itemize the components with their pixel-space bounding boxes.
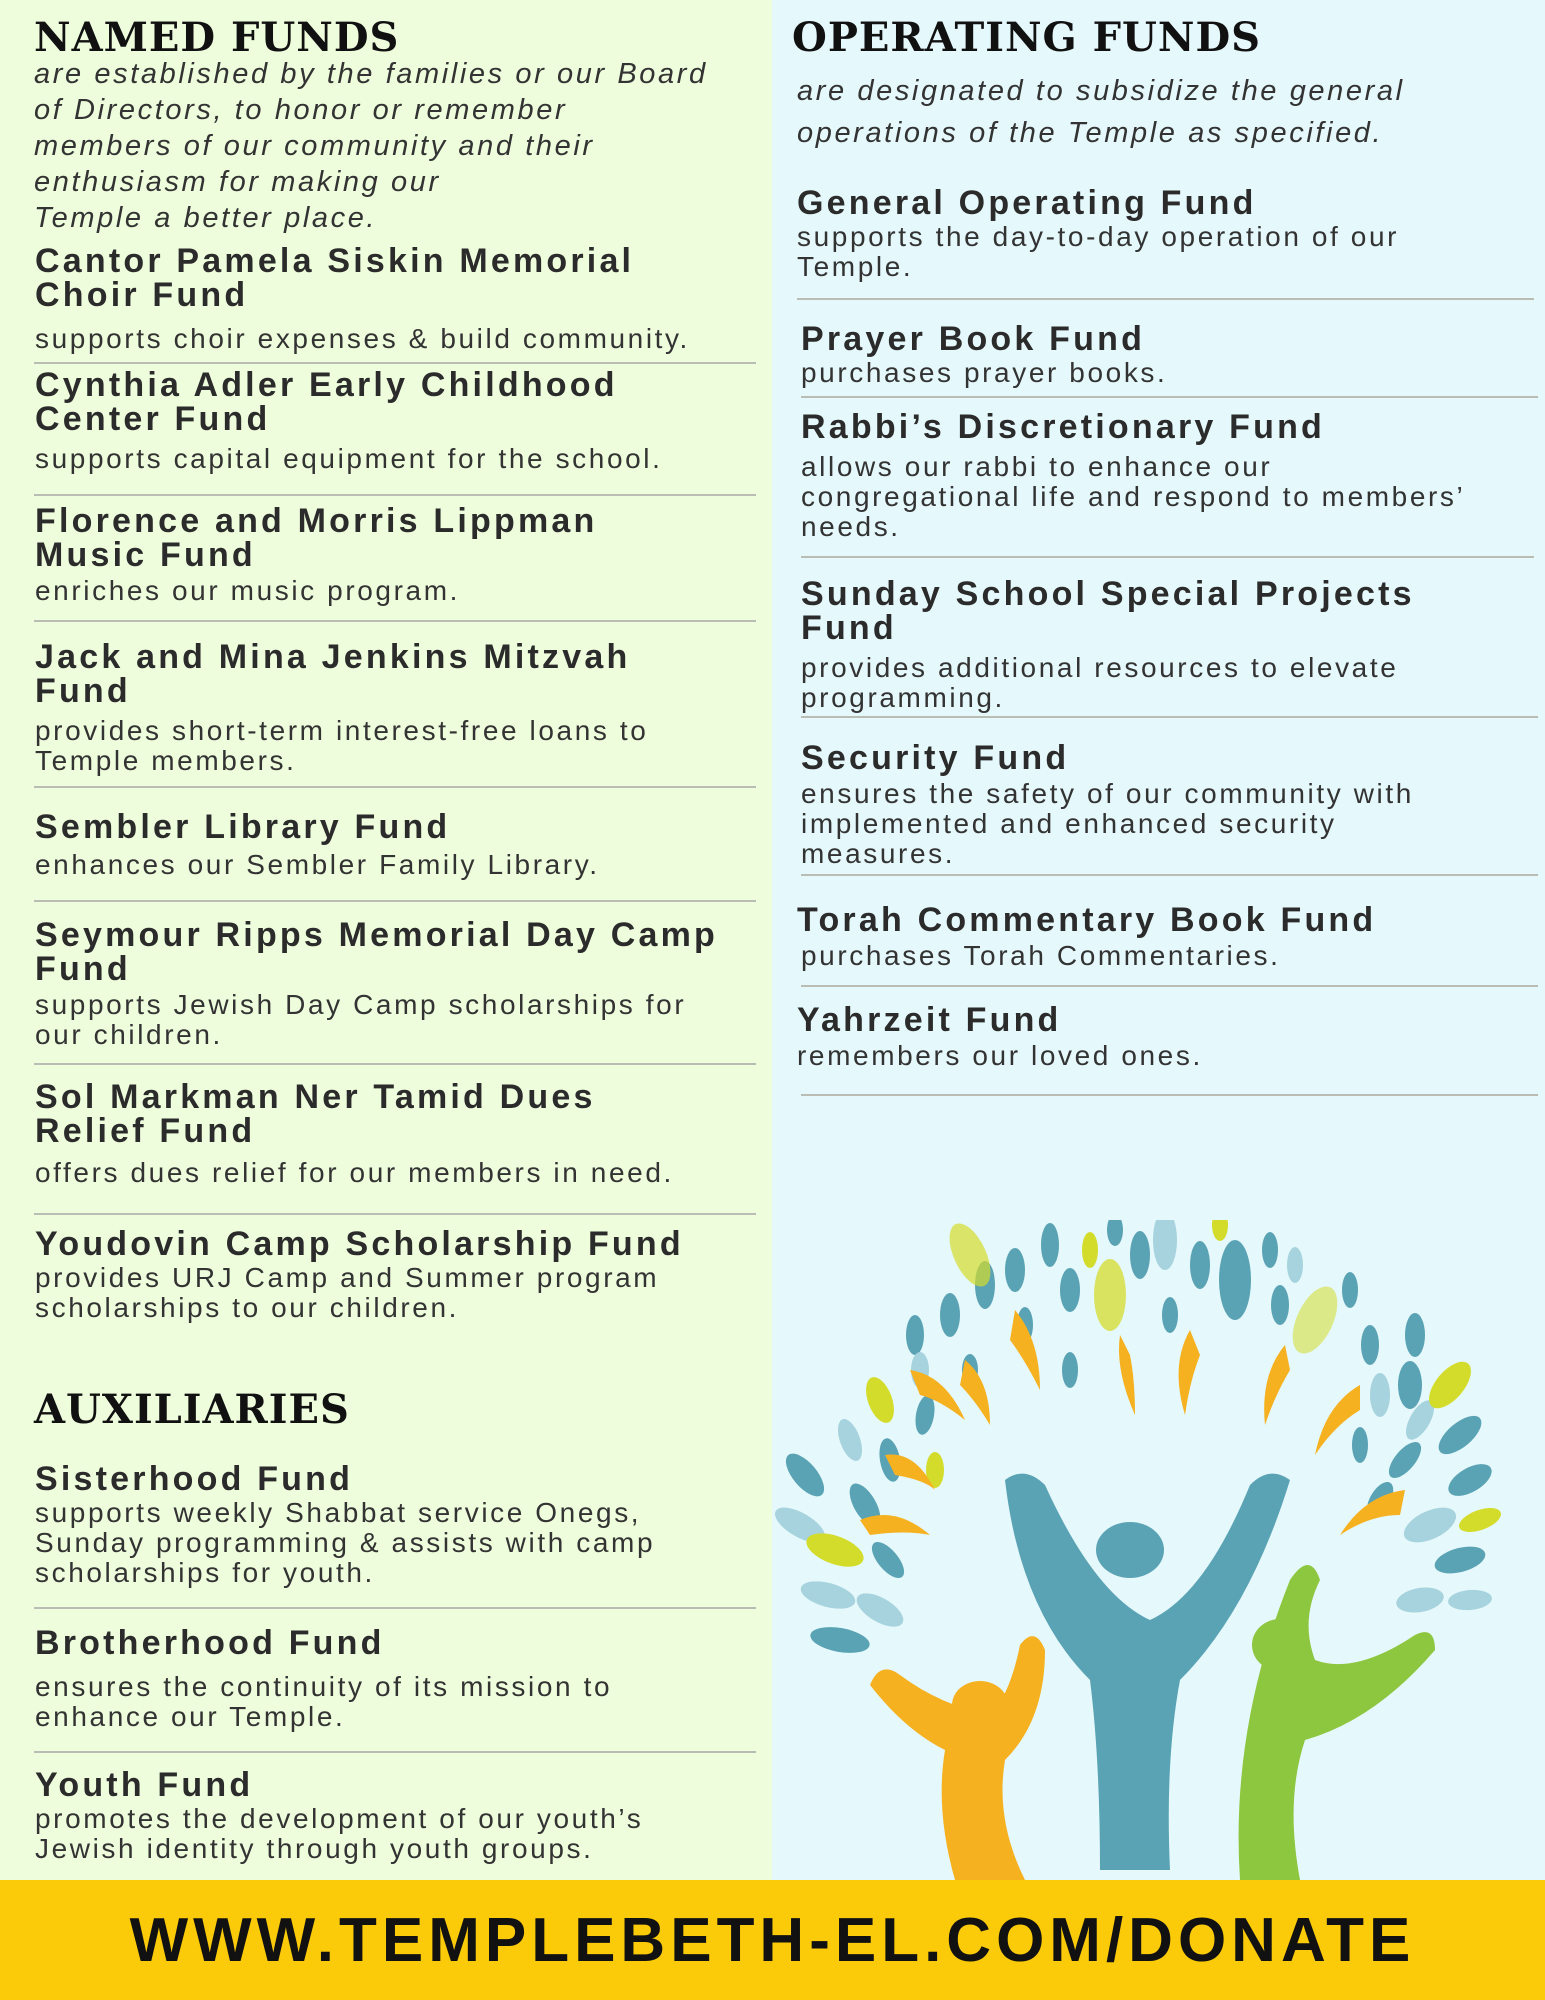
fund-name: Sembler Library Fund <box>35 808 451 846</box>
fund-desc: purchases Torah Commentaries. <box>801 940 1281 971</box>
auxiliaries-heading: AUXILIARIES <box>34 1386 350 1433</box>
fund-name: Security Fund <box>801 739 1070 777</box>
fund-desc: provides additional resources to elevate programming. <box>801 652 1399 713</box>
donate-footer <box>0 1880 1545 2000</box>
orange-flames <box>860 1310 1405 1535</box>
fund-item-security <box>801 741 1414 869</box>
fund-item-lippman-music <box>35 504 597 606</box>
fund-item-torah-commentary <box>797 903 1376 971</box>
divider <box>34 362 756 364</box>
fund-name: Seymour Ripps Memorial Day Camp Fund <box>35 916 719 988</box>
fund-item-youth <box>35 1768 643 1864</box>
fund-desc: supports Jewish Day Camp scholarships for our children. <box>35 989 687 1050</box>
operating-funds-heading: OPERATING FUNDS <box>792 14 1262 61</box>
fund-name: Sol Markman Ner Tamid Dues Relief Fund <box>35 1078 596 1150</box>
fund-desc: promotes the development of our youth’s Jewish identity through youth groups. <box>35 1803 644 1864</box>
fund-item-cantor-siskin <box>35 244 690 354</box>
fund-desc: provides short-term interest-free loans to Temple members. <box>35 715 649 776</box>
fund-name: Torah Commentary Book Fund <box>797 901 1377 939</box>
fund-item-markman-ner-tamid <box>35 1080 674 1188</box>
divider <box>801 716 1538 718</box>
intro-line: enthusiasm for making our <box>34 166 441 198</box>
divider <box>34 1063 756 1065</box>
intro-line: operations of the Temple as specified. <box>797 117 1384 149</box>
fund-name: Yahrzeit Fund <box>797 1001 1062 1039</box>
operating-funds-intro <box>797 70 1405 154</box>
fund-item-jenkins-mitzvah <box>35 640 648 776</box>
fund-name: Youth Fund <box>35 1766 254 1804</box>
fund-item-sisterhood <box>35 1462 655 1588</box>
fund-item-brotherhood <box>35 1626 612 1732</box>
intro-line: are established by the families or our Board <box>34 58 708 90</box>
fund-desc: purchases prayer books. <box>801 357 1168 388</box>
fund-name: Cantor Pamela Siskin Memorial Choir Fund <box>35 242 635 314</box>
fund-item-rabbi-discretionary <box>801 410 1465 542</box>
fund-desc: ensures the safety of our community with implemented and enhanced security measures. <box>801 778 1414 869</box>
fund-desc: provides URJ Camp and Summer program scholarships to our children. <box>35 1262 660 1323</box>
fund-desc: supports the day-to-day operation of our Temple. <box>797 221 1400 282</box>
named-funds-intro <box>34 56 708 236</box>
fund-item-youdovin-camp <box>35 1227 684 1323</box>
fund-desc: remembers our loved ones. <box>797 1040 1203 1071</box>
fund-name: Florence and Morris Lippman Music Fund <box>35 502 598 574</box>
fund-item-general-operating <box>797 186 1399 282</box>
tree-of-people-icon <box>770 1220 1530 1880</box>
fund-item-prayer-book <box>801 322 1167 388</box>
fund-name: Jack and Mina Jenkins Mitzvah Fund <box>35 638 631 710</box>
fund-name: Sunday School Special Projects Fund <box>801 575 1415 647</box>
fund-name: Youdovin Camp Scholarship Fund <box>35 1225 684 1263</box>
fund-desc: supports choir expenses & build community. <box>35 323 690 354</box>
divider <box>34 620 756 622</box>
fund-desc: supports capital equipment for the school. <box>35 443 663 474</box>
intro-line: of Directors, to honor or remember <box>34 94 568 126</box>
fund-item-ripps-day-camp <box>35 918 718 1050</box>
fund-name: Cynthia Adler Early Childhood Center Fund <box>35 366 618 438</box>
divider <box>34 1607 756 1609</box>
fund-desc: enriches our music program. <box>35 575 460 606</box>
fund-desc: allows our rabbi to enhance our congregational life and respond to members’ needs. <box>801 451 1466 542</box>
divider <box>801 985 1538 987</box>
fund-item-cynthia-adler <box>35 368 663 474</box>
fund-desc: supports weekly Shabbat service Onegs, Sunday programming & assists with camp scholarships for youth. <box>35 1497 656 1588</box>
divider <box>801 556 1534 558</box>
fund-name: Prayer Book Fund <box>801 320 1146 358</box>
divider <box>34 786 756 788</box>
fund-item-sunday-school <box>801 577 1415 713</box>
divider <box>801 874 1538 876</box>
fund-name: General Operating Fund <box>797 184 1257 222</box>
divider <box>34 900 756 902</box>
divider <box>34 1213 756 1215</box>
intro-line: Temple a better place. <box>34 202 378 234</box>
intro-line: members of our community and their <box>34 130 595 162</box>
divider <box>34 494 756 496</box>
donate-url-link[interactable]: WWW.TEMPLEBETH-EL.COM/DONATE <box>129 1905 1416 1975</box>
fund-desc: offers dues relief for our members in need. <box>35 1157 674 1188</box>
fund-item-yahrzeit <box>797 1003 1203 1071</box>
divider <box>801 396 1538 398</box>
divider <box>797 298 1534 300</box>
fund-name: Rabbi’s Discretionary Fund <box>801 408 1326 446</box>
intro-line: are designated to subsidize the general <box>797 75 1405 107</box>
fund-name: Brotherhood Fund <box>35 1624 385 1662</box>
people <box>870 1474 1435 1880</box>
leaves <box>770 1220 1504 1657</box>
fund-item-sembler-library <box>35 810 600 880</box>
fund-desc: ensures the continuity of its mission to enhance our Temple. <box>35 1671 613 1732</box>
named-funds-heading: NAMED FUNDS <box>34 14 400 61</box>
fund-desc: enhances our Sembler Family Library. <box>35 849 600 880</box>
divider <box>801 1094 1538 1096</box>
fund-name: Sisterhood Fund <box>35 1460 354 1498</box>
divider <box>34 1751 756 1753</box>
